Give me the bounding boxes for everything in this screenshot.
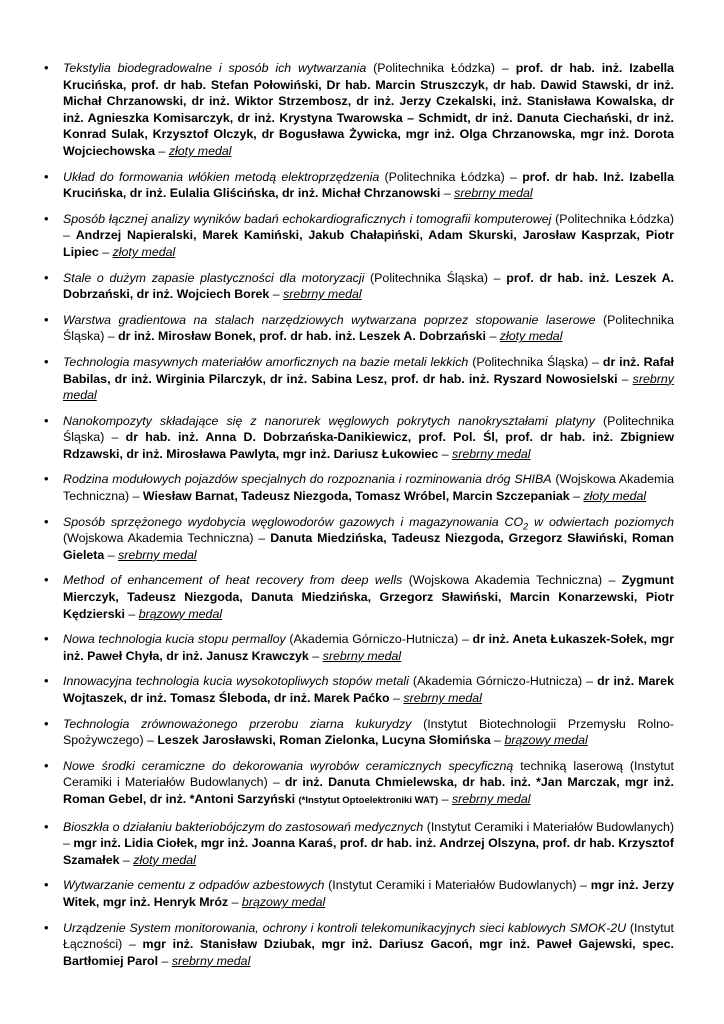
medal: srebrny medal	[454, 186, 533, 201]
medal: srebrny medal	[452, 446, 531, 461]
list-item: • Sposób łącznej analizy wyników badań echokardiograficznych i tomografii komputerowej (Politechnika Łódzka) – Andrzej Napieralski, Marek Kamiński, Jakub Chałapiński, Adam Skurski, Jarosław Kasprzak, Piotr Lipiec – złoty medal	[40, 211, 674, 261]
subscript: 2	[523, 521, 529, 532]
institution: (Wojskowa Akademia Techniczna)	[63, 472, 675, 504]
institution: (Instytut Ceramiki i Materiałów Budowlanych)	[328, 878, 577, 893]
invention-title-start: Sposób sprzężonego wydobycia węglowodorów gazowych i magazynowania CO	[63, 514, 524, 529]
medal: srebrny medal	[451, 791, 531, 806]
institution: (Instytut Łączności)	[63, 920, 674, 952]
invention-title: Nowe środki ceramiczne do dekorowania wyrobów ceramicznych specyficzną	[63, 758, 514, 773]
institution: (Politechnika Śląska)	[472, 354, 589, 369]
authors: Zygmunt Mierczyk, Tadeusz Niezgoda, Danuta Miedzińska, Grzegorz Sławiński, Marcin Konarzewski, Piotr Kędzierski	[63, 573, 674, 621]
institution: (Akademia Górniczo-Hutnicza)	[412, 674, 583, 689]
institution: (Politechnika Śląska)	[63, 413, 674, 445]
list-item: • Nowe środki ceramiczne do dekorowania wyrobów ceramicznych specyficzną techniką laserową (Instytut Ceramiki i Materiałów Budowlanych) – dr inż. Danuta Chmielewska, dr hab. inż. *Jan Marczak, mgr inż. Roman Gebel, dr inż. *Antoni Sarzyński (*Instytut Optoelektroniki WAT) – srebrny medal	[40, 758, 674, 810]
authors: dr inż. Danuta Chmielewska, dr hab. inż. *Jan Marczak, mgr inż. Roman Gebel, dr inż. *Antoni Sarzyński	[63, 775, 675, 806]
author-note: (*Instytut Optoelektroniki WAT)	[298, 794, 439, 806]
invention-title: Stale o dużym zapasie plastyczności dla motoryzacji	[63, 270, 365, 285]
list-item: • Układ do formowania włókien metodą elektroprzędzenia (Politechnika Łódzka) – prof. dr hab. Inż. Izabella Krucińska, dr inż. Eulalia Gliścińska, dr inż. Michał Chrzanowski – srebrny medal	[40, 169, 674, 202]
award-list	[40, 60, 674, 969]
list-item: • Stale o dużym zapasie plastyczności dla motoryzacji (Politechnika Śląska) – prof. dr hab. inż. Leszek A. Dobrzański, dr inż. Wojciech Borek – srebrny medal	[40, 270, 674, 303]
medal: srebrny medal	[118, 547, 197, 562]
authors: dr inż. Rafał Babilas, dr inż. Wirginia Pilarczyk, dr inż. Sabina Lesz, prof. dr hab. inż. Ryszard Nowosielski	[63, 354, 674, 386]
authors: dr hab. inż. Anna D. Dobrzańska-Danikiewicz, prof. Pol. Śl, prof. dr hab. inż. Zbigniew Rdzawski, dr inż. Mirosława Pawlyta, mgr inż. Dariusz Łukowiec	[63, 430, 675, 461]
medal: złoty medal	[112, 244, 176, 259]
medal: srebrny medal	[403, 691, 482, 705]
list-item: • Rodzina modułowych pojazdów specjalnych do rozpoznania i rozminowania dróg SHIBA (Wojskowa Akademia Techniczna) – Wiesław Barnat, Tadeusz Niezgoda, Tomasz Wróbel, Marcin Szczepaniak – złoty medal	[40, 471, 674, 504]
medal: brązowy medal	[138, 606, 223, 621]
authors: dr inż. Mirosław Bonek, prof. dr hab. inż. Leszek A. Dobrzański	[118, 329, 486, 344]
list-item: • Nowa technologia kucia stopu permalloy (Akademia Górniczo-Hutnicza) – dr inż. Aneta Łukaszek-Sołek, mgr inż. Paweł Chyła, dr inż. Janusz Krawczyk – srebrny medal	[40, 631, 674, 664]
list-item: • Bioszkła o działaniu bakteriobójczym do zastosowań medycznych (Instytut Ceramiki i Materiałów Budowlanych) – mgr inż. Lidia Ciołek, mgr inż. Joanna Karaś, prof. dr hab. inż. Andrzej Olszyna, prof. dr hab. Krzysztof Szamałek – złoty medal	[40, 819, 674, 869]
list-item: • Sposób sprzężonego wydobycia węglowodorów gazowych i magazynowania $CO_2$ w odwiertach poziomych (Wojskowa Akademia Techniczna) – Danuta Miedzińska, Tadeusz Niezgoda, Grzegorz Sławiński, Roman Gieleta – srebrny medal	[40, 514, 674, 564]
institution: (Politechnika Śląska)	[370, 270, 488, 285]
institution: (Akademia Górniczo-Hutnicza)	[289, 632, 459, 647]
medal: złoty medal	[499, 329, 563, 344]
list-item: • Wytwarzanie cementu z odpadów azbestowych (Instytut Ceramiki i Materiałów Budowlanych) – mgr inż. Jerzy Witek, mgr inż. Henryk Mróz – brązowy medal	[40, 877, 674, 910]
invention-title	[63, 514, 674, 532]
medal: brązowy medal	[241, 894, 326, 909]
authors: Wiesław Barnat, Tadeusz Niezgoda, Tomasz Wróbel, Marcin Szczepaniak	[142, 489, 570, 504]
list-item: • Urządzenie System monitorowania, ochrony i kontroli telekomunikacyjnych sieci kablowych SMOK-2U (Instytut Łączności) – mgr inż. Stanisław Dziubak, mgr inż. Dariusz Gacoń, mgr inż. Paweł Gajewski, spec. Bartłomiej Parol – srebrny medal	[40, 920, 674, 970]
invention-title-end: w odwiertach poziomych	[528, 514, 674, 529]
institution: (Politechnika Łódzka)	[555, 211, 674, 226]
institution: (Wojskowa Akademia Techniczna)	[63, 531, 254, 546]
invention-title: Bioszkła o działaniu bakteriobójczym do zastosowań medycznych	[63, 819, 424, 834]
invention-title: Wytwarzanie cementu z odpadów azbestowych	[63, 878, 325, 893]
invention-title-suffix: techniką laserową	[520, 758, 623, 773]
authors: Danuta Miedzińska, Tadeusz Niezgoda, Grzegorz Sławiński, Roman Gieleta	[63, 531, 674, 562]
authors: dr inż. Marek Wojtaszek, dr inż. Tomasz Śleboda, dr inż. Marek Paćko	[63, 674, 674, 705]
document-page	[40, 60, 674, 978]
list-item: • Technologia masywnych materiałów amorficznych na bazie metali lekkich (Politechnika Śląska) – dr inż. Rafał Babilas, dr inż. Wirginia Pilarczyk, dr inż. Sabina Lesz, prof. dr hab. inż. Ryszard Nowosielski – srebrny medal	[40, 354, 674, 404]
medal: srebrny medal	[283, 287, 362, 302]
medal: srebrny medal	[63, 371, 674, 403]
invention-title: Nanokompozyty składające się z nanorurek węglowych pokrytych nanokryształami platyny	[63, 413, 595, 428]
medal: brązowy medal	[504, 733, 588, 748]
authors: Andrzej Napieralski, Marek Kamiński, Jakub Chałapiński, Adam Skurski, Jarosław Kasprzak, Piotr Lipiec	[63, 228, 674, 259]
institution: (Politechnika Śląska)	[63, 312, 674, 344]
medal: złoty medal	[133, 852, 196, 867]
authors: prof. dr hab. Inż. Izabella Krucińska, dr inż. Eulalia Gliścińska, dr inż. Michał Chrzanowski	[63, 169, 675, 201]
list-item: • Innowacyjna technologia kucia wysokotopliwych stopów metali (Akademia Górniczo-Hutnicza) – dr inż. Marek Wojtaszek, dr inż. Tomasz Śleboda, dr inż. Marek Paćko – srebrny medal	[40, 673, 674, 706]
list-item: • Nanokompozyty składające się z nanorurek węglowych pokrytych nanokryształami platyny (Politechnika Śląska) – dr hab. inż. Anna D. Dobrzańska-Danikiewicz, prof. Pol. Śl, prof. dr hab. inż. Zbigniew Rdzawski, dr inż. Mirosława Pawlyta, mgr inż. Dariusz Łukowiec – srebrny medal	[40, 413, 674, 463]
authors: mgr inż. Stanisław Dziubak, mgr inż. Dariusz Gacoń, mgr inż. Paweł Gajewski, spec. Bartłomiej Parol	[63, 937, 675, 968]
authors: dr inż. Aneta Łukaszek-Sołek, mgr inż. Paweł Chyła, dr inż. Janusz Krawczyk	[63, 632, 674, 663]
institution: (Instytut Biotechnologii Przemysłu Rolno-Spożywczego)	[63, 716, 674, 748]
invention-title: Sposób łącznej analizy wyników badań echokardiograficznych i tomografii komputerowej	[63, 211, 552, 226]
institution: (Instytut Ceramiki i Materiałów Budowlanych)	[426, 819, 674, 834]
list-item: • Warstwa gradientowa na stalach narzędziowych wytwarzana poprzez stopowanie laserowe (Politechnika Śląska) – dr inż. Mirosław Bonek, prof. dr hab. inż. Leszek A. Dobrzański – złoty medal	[40, 312, 674, 345]
invention-title: Warstwa gradientowa na stalach narzędziowych wytwarzana poprzez stopowanie laserowe	[63, 312, 596, 327]
institution: (Politechnika Łódzka)	[373, 61, 496, 75]
institution: (Wojskowa Akademia Techniczna)	[408, 573, 603, 588]
authors: Leszek Jarosławski, Roman Zielonka, Lucyna Słomińska	[157, 733, 491, 748]
authors: prof. dr hab. inż. Izabella Krucińska, prof. dr hab. Stefan Połowiński, Dr hab. Marcin Struszczyk, dr hab. Dawid Stawski, dr inż. Michał Chrzanowski, dr inż. Wiktor Strzembosz, dr inż. Jerzy Czekalski, inż. Stanisława Kowalska, dr inż. Agnieszka Komisarczyk, dr inż. Krystyna Twarowska – Schmidt, dr inż. Danuta Ciechański, dr inż. Konrad Sulak, Krzysztof Olczyk, dr Bogusława Żywicka, mgr inż. Olga Chrzanowska, mgr inż. Dorota Wojciechowska	[63, 61, 675, 158]
list-item: • Method of enhancement of heat recovery from deep wells (Wojskowa Akademia Techniczna) – Zygmunt Mierczyk, Tadeusz Niezgoda, Danuta Miedzińska, Grzegorz Sławiński, Marcin Konarzewski, Piotr Kędzierski – brązowy medal	[40, 572, 674, 622]
invention-title: Method of enhancement of heat recovery from deep wells	[63, 573, 403, 588]
invention-title: Technologia masywnych materiałów amorficznych na bazie metali lekkich	[63, 354, 469, 369]
invention-title: Innowacyjna technologia kucia wysokotopliwych stopów metali	[63, 674, 409, 689]
institution: (Instytut Ceramiki i Materiałów Budowlanych)	[63, 758, 674, 790]
institution: (Politechnika Łódzka)	[384, 169, 505, 184]
invention-title: Nowa technologia kucia stopu permalloy	[63, 632, 286, 647]
authors: prof. dr hab. inż. Leszek A. Dobrzański, dr inż. Wojciech Borek	[63, 270, 674, 302]
list-item: • Tekstylia biodegradowalne i sposób ich wytwarzania (Politechnika Łódzka) – prof. dr hab. inż. Izabella Krucińska, prof. dr hab. Stefan Połowiński, Dr hab. Marcin Struszczyk, dr hab. Dawid Stawski, dr inż. Michał Chrzanowski, dr inż. Wiktor Strzembosz, dr inż. Jerzy Czekalski, inż. Stanisława Kowalska, dr inż. Agnieszka Komisarczyk, dr inż. Krystyna Twarowska – Schmidt, dr inż. Danuta Ciechański, dr inż. Konrad Sulak, Krzysztof Olczyk, dr Bogusława Żywicka, mgr inż. Olga Chrzanowska, mgr inż. Dorota Wojciechowska – złoty medal	[40, 60, 674, 160]
medal: złoty medal	[168, 143, 232, 158]
list-item: • Technologia zrównoważonego przerobu ziarna kukurydzy (Instytut Biotechnologii Przemysłu Rolno-Spożywczego) – Leszek Jarosławski, Roman Zielonka, Lucyna Słomińska – brązowy medal	[40, 716, 674, 749]
invention-title: Urządzenie System monitorowania, ochrony i kontroli telekomunikacyjnych sieci kablowych SMOK-2U	[63, 920, 627, 935]
authors: mgr inż. Jerzy Witek, mgr inż. Henryk Mróz	[63, 878, 674, 909]
medal: srebrny medal	[322, 648, 402, 663]
medal: srebrny medal	[171, 953, 251, 968]
invention-title: Rodzina modułowych pojazdów specjalnych do rozpoznania i rozminowania dróg SHIBA	[63, 472, 552, 487]
invention-title: Tekstylia biodegradowalne i sposób ich wytwarzania	[63, 61, 367, 75]
medal: złoty medal	[583, 489, 647, 504]
authors: mgr inż. Lidia Ciołek, mgr inż. Joanna Karaś, prof. dr hab. inż. Andrzej Olszyna, prof. dr hab. Krzysztof Szamałek	[63, 836, 674, 867]
invention-title: Technologia zrównoważonego przerobu ziarna kukurydzy	[63, 716, 412, 731]
invention-title: Układ do formowania włókien metodą elektroprzędzenia	[63, 169, 380, 184]
